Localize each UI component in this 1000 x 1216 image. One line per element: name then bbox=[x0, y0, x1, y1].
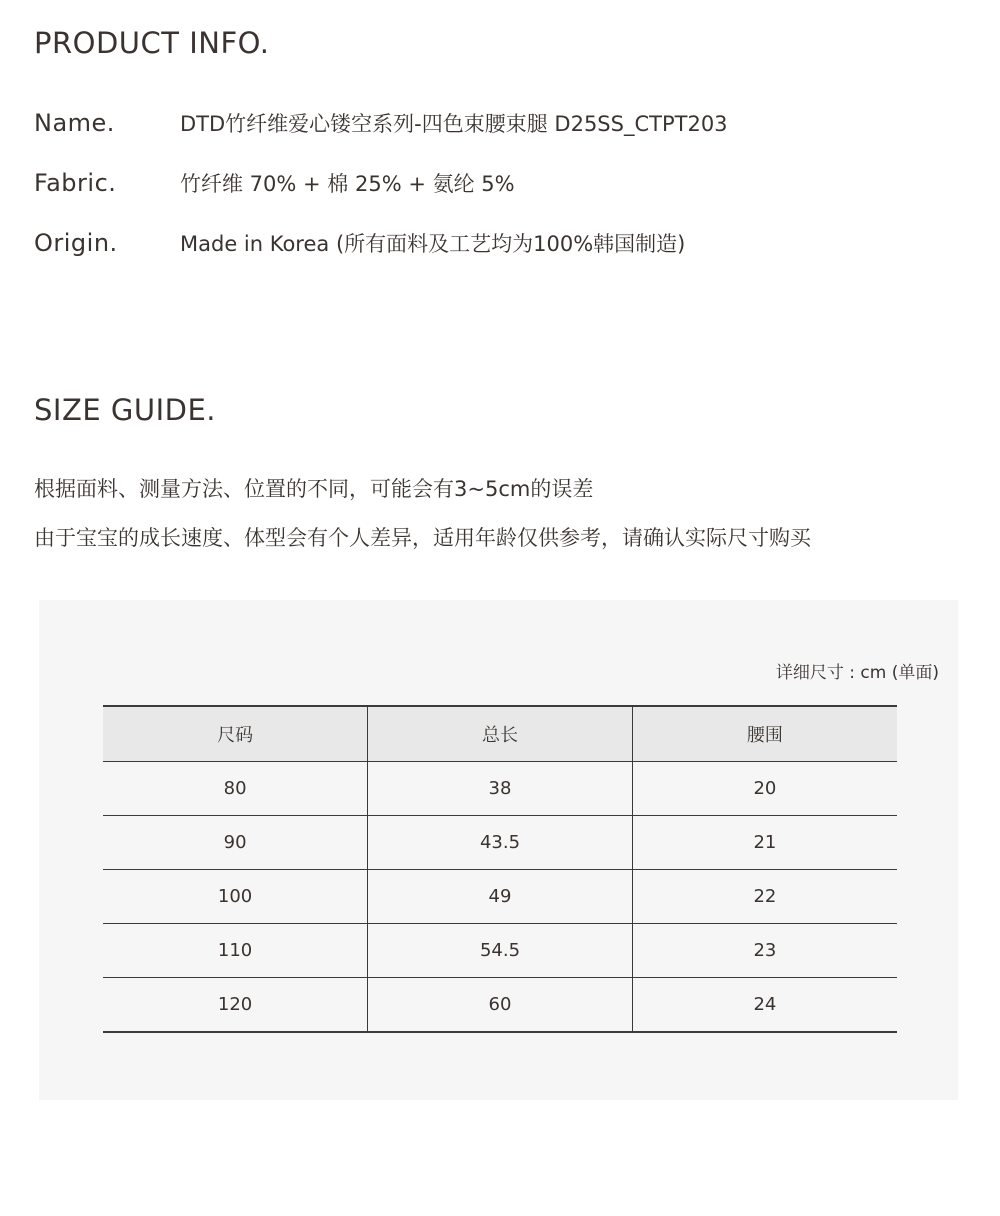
info-value-fabric: 竹纤维 70% + 棉 25% + 氨纶 5% bbox=[180, 172, 515, 196]
cell-size: 100 bbox=[103, 870, 368, 924]
size-note-tolerance: 根据面料、测量方法、位置的不同，可能会有3~5cm的误差 bbox=[34, 477, 594, 501]
info-row-fabric bbox=[34, 166, 974, 200]
header-waist: 腰围 bbox=[632, 706, 897, 762]
info-value-name: DTD竹纤维爱心镂空系列-四色束腰束腿 D25SS_CTPT203 bbox=[180, 112, 728, 136]
table-row bbox=[103, 762, 897, 816]
info-value-origin: Made in Korea (所有面料及工艺均为100%韩国制造) bbox=[180, 232, 686, 256]
size-note-growth: 由于宝宝的成长速度、体型会有个人差异，适用年龄仅供参考，请确认实际尺寸购买 bbox=[34, 526, 811, 550]
table-row bbox=[103, 870, 897, 924]
header-size: 尺码 bbox=[103, 706, 368, 762]
cell-total-length: 60 bbox=[368, 978, 633, 1033]
cell-waist: 24 bbox=[632, 978, 897, 1033]
info-row-origin bbox=[34, 226, 974, 260]
cell-total-length: 54.5 bbox=[368, 924, 633, 978]
size-guide-title: SIZE GUIDE. bbox=[34, 393, 216, 427]
info-row-name bbox=[34, 106, 974, 140]
header-total-length: 总长 bbox=[368, 706, 633, 762]
cell-size: 110 bbox=[103, 924, 368, 978]
unit-note: 详细尺寸 : cm (单面) bbox=[775, 663, 939, 683]
size-table bbox=[103, 705, 897, 1033]
size-table-header-row bbox=[103, 706, 897, 762]
cell-total-length: 38 bbox=[368, 762, 633, 816]
product-info-title: PRODUCT INFO. bbox=[34, 26, 270, 60]
cell-size: 120 bbox=[103, 978, 368, 1033]
cell-waist: 23 bbox=[632, 924, 897, 978]
cell-size: 90 bbox=[103, 816, 368, 870]
info-label-name: Name. bbox=[34, 109, 115, 137]
cell-total-length: 49 bbox=[368, 870, 633, 924]
table-row bbox=[103, 816, 897, 870]
cell-waist: 22 bbox=[632, 870, 897, 924]
table-row bbox=[103, 924, 897, 978]
cell-size: 80 bbox=[103, 762, 368, 816]
table-row bbox=[103, 978, 897, 1033]
info-label-origin: Origin. bbox=[34, 229, 118, 257]
info-label-fabric: Fabric. bbox=[34, 169, 117, 197]
cell-total-length: 43.5 bbox=[368, 816, 633, 870]
cell-waist: 20 bbox=[632, 762, 897, 816]
cell-waist: 21 bbox=[632, 816, 897, 870]
